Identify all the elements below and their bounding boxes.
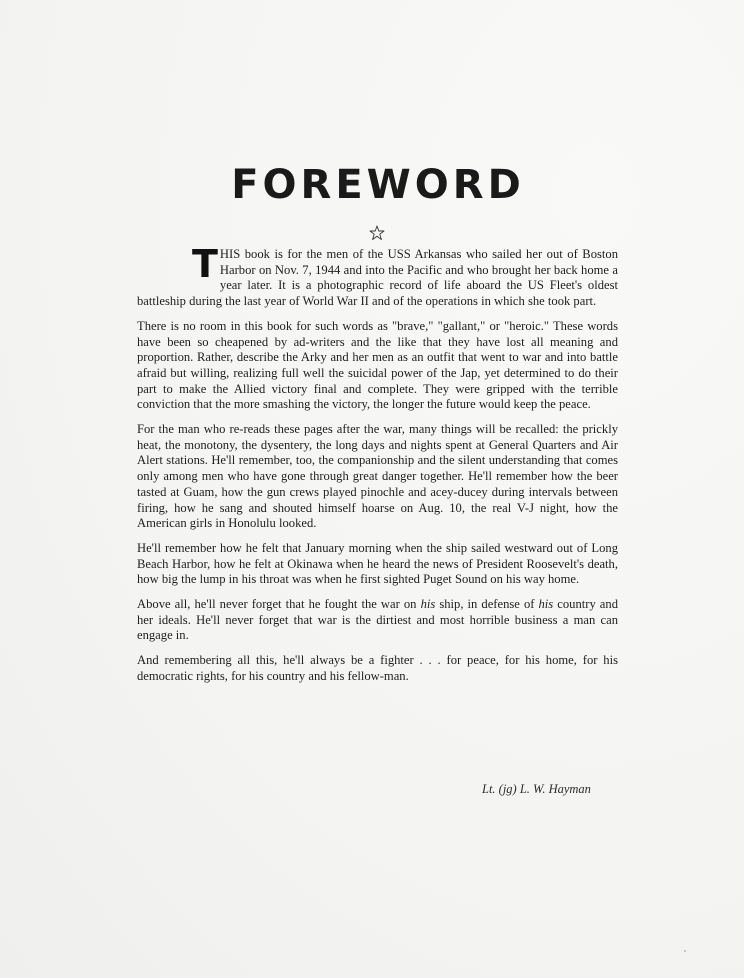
paragraph-5-part-b: ship, in defense of bbox=[435, 597, 539, 612]
paragraph-2: There is no room in this book for such words as "brave," "gallant," or "heroic." These words have been so cheapened by ad-writers and the like that they have lost all meaning and proportion. Rather, describe the Arky and her men as an outfit that went to war and into battle afraid but willing, realizing full well the suicidal power of the Jap, yet determined to do their part to make the Allied victory final and complete. They were gripped with the terrible conviction that the more smashing the victory, the longer the future would keep the peace. bbox=[137, 318, 618, 412]
paper-speck bbox=[684, 950, 686, 952]
paragraph-5-part-c: country and her ideals. He'll never forget that war is the dirtiest and most horrible business a man can engage in. bbox=[137, 597, 618, 643]
signature: Lt. (jg) L. W. Hayman bbox=[482, 782, 591, 796]
page-title: FOREWORD bbox=[231, 162, 525, 208]
paragraph-6: And remembering all this, he'll always be a fighter . . . for peace, for his home, for his democratic rights, for his country and his fellow-man. bbox=[137, 653, 618, 683]
paragraph-5 bbox=[137, 597, 618, 644]
paragraph-3: For the man who re-reads these pages after the war, many things will be recalled: the prickly heat, the monotony, the dysentery, the long days and nights spent at General Quarters and Air Alert stations. He'll remember, too, the companionship and the silent understanding that comes only among men who have gone through great danger together. He'll remember how the beer tasted at Guam, how the gun crews played pinochle and acey-ducey during intervals between firing, how he sang and shouted himself hoarse on Aug. 10, the real V-J night, how the American girls in Honolulu looked. bbox=[137, 422, 618, 531]
paragraph-5-emphasis-2: his bbox=[538, 597, 554, 612]
paragraph-5-part-a: Above all, he'll never forget that he fought the war on bbox=[137, 597, 421, 612]
drop-cap: T bbox=[192, 242, 218, 286]
star-icon bbox=[369, 225, 385, 241]
paragraph-4: He'll remember how he felt that January morning when the ship sailed westward out of Long Beach Harbor, how he felt at Okinawa when he heard the news of President Roosevelt's death, how big the lump in his throat was when he first sighted Puget Sound on his way home. bbox=[137, 540, 618, 587]
paragraph-1 bbox=[137, 242, 618, 310]
foreword-body bbox=[137, 242, 618, 694]
paragraph-1-text: HIS book is for the men of the USS Arkansas who sailed her out of Boston Harbor on Nov. 7, 1944 and into the Pacific and who brought her back home a year later. It is a photographic record of life aboard the US Fleet's oldest battleship during the last year of World War II and of the operations in which she took part. bbox=[137, 247, 618, 309]
paragraph-5-emphasis-1: his bbox=[420, 597, 436, 612]
